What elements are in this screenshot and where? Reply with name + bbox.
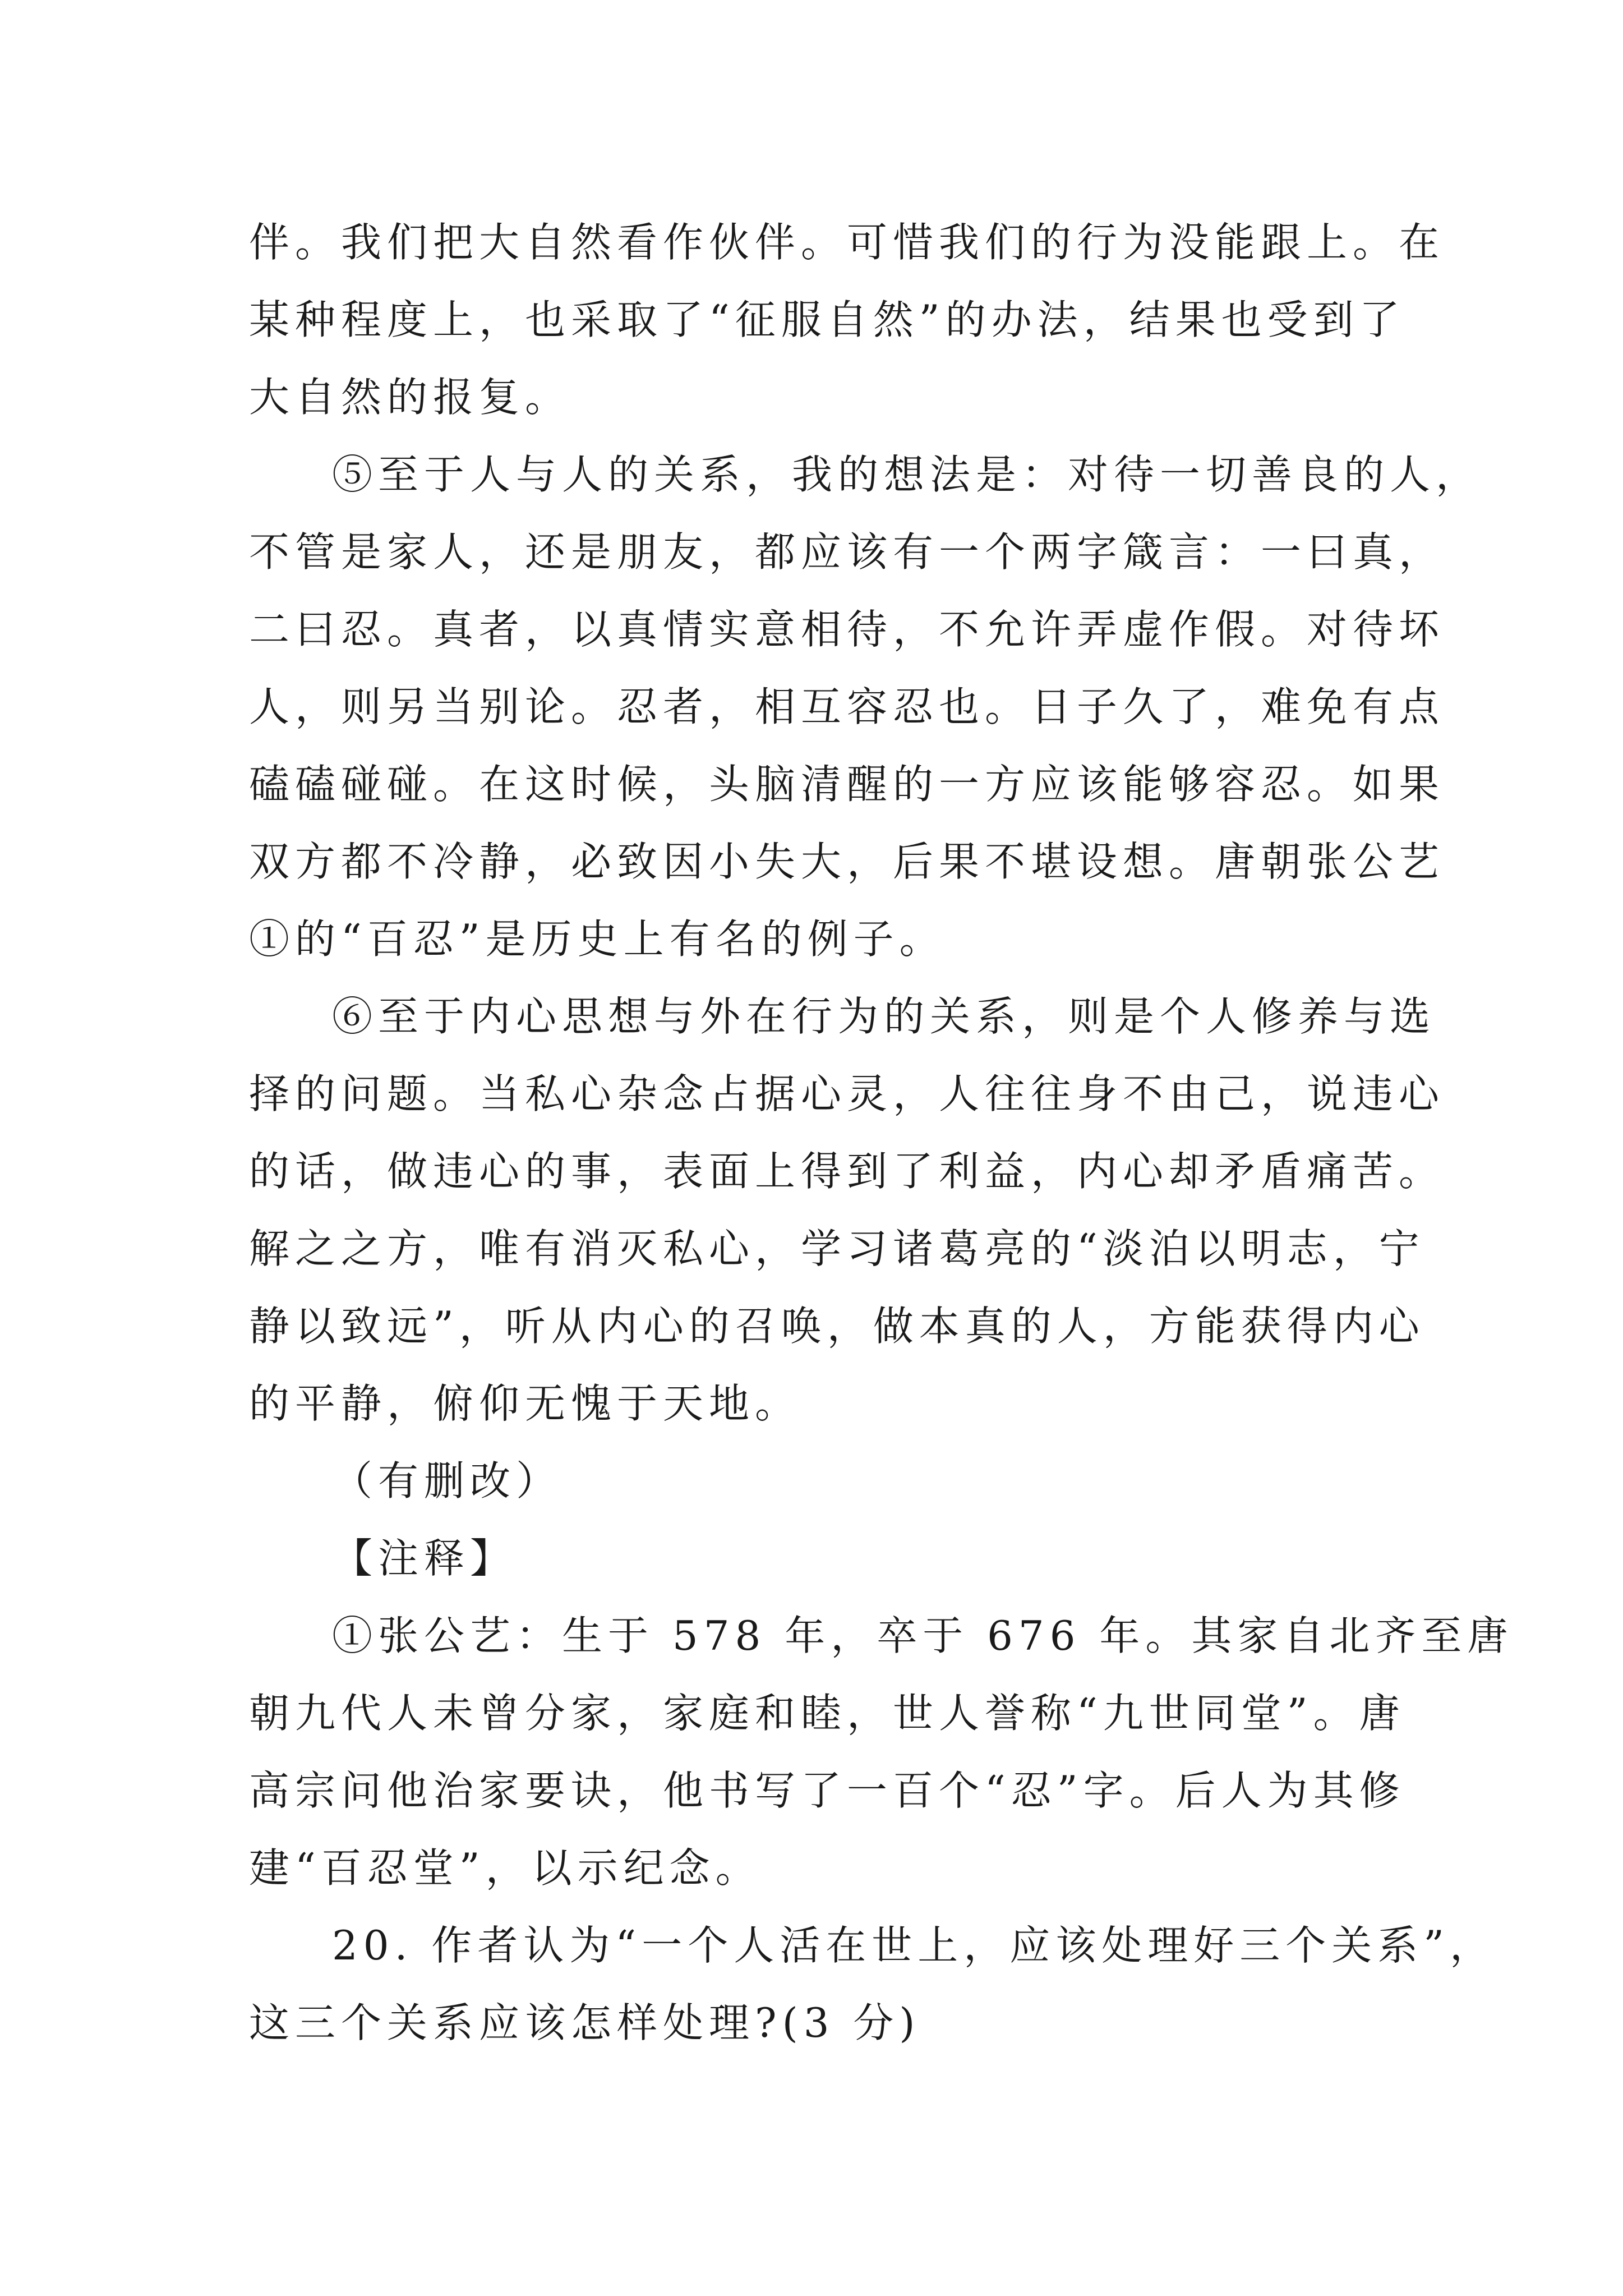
footnote-1-start: ①张公艺：生于 578 年，卒于 676 年。其家自北齐至唐 bbox=[332, 1612, 1514, 1659]
text-line: 的话，做违心的事，表面上得到了利益，内心却矛盾痛苦。 bbox=[249, 1148, 1445, 1195]
text-line: ①的“百忍”是历史上有名的例子。 bbox=[249, 915, 946, 963]
paragraph-5-start: ⑤至于人与人的关系，我的想法是：对待一切善良的人， bbox=[332, 451, 1482, 498]
text-line: 朝九代人未曾分家，家庭和睦，世人誉称“九世同堂”。唐 bbox=[249, 1690, 1405, 1737]
text-line: 大自然的报复。 bbox=[249, 374, 571, 421]
text-line: 人，则另当别论。忍者，相互容忍也。日子久了，难免有点 bbox=[249, 683, 1445, 730]
question-20: 20. 作者认为“一个人活在世上，应该处理好三个关系”， bbox=[332, 1922, 1496, 1969]
text-line: 不管是家人，还是朋友，都应该有一个两字箴言：一曰真， bbox=[249, 528, 1445, 576]
paragraph-6-start: ⑥至于内心思想与外在行为的关系，则是个人修养与选 bbox=[332, 993, 1436, 1040]
text-line: 建“百忍堂”，以示纪念。 bbox=[249, 1844, 762, 1892]
text-line: 伴。我们把大自然看作伙伴。可惜我们的行为没能跟上。在 bbox=[249, 219, 1445, 266]
text-line: 某种程度上，也采取了“征服自然”的办法，结果也受到了 bbox=[249, 296, 1405, 343]
text-line: 二曰忍。真者，以真情实意相待，不允许弄虚作假。对待坏 bbox=[249, 606, 1445, 653]
source-note: （有删改） bbox=[332, 1457, 562, 1504]
text-line: 静以致远”，听从内心的召唤，做本真的人，方能获得内心 bbox=[249, 1303, 1425, 1350]
text-line: 双方都不冷静，必致因小失大，后果不堪设想。唐朝张公艺 bbox=[249, 838, 1445, 885]
text-line: 择的问题。当私心杂念占据心灵，人往往身不由己，说违心 bbox=[249, 1070, 1445, 1117]
text-line: 这三个关系应该怎样处理?(3 分) bbox=[249, 1999, 921, 2046]
text-line: 磕磕碰碰。在这时候，头脑清醒的一方应该能够容忍。如果 bbox=[249, 761, 1445, 808]
annotation-heading: 【注释】 bbox=[332, 1535, 517, 1582]
text-line: 的平静，俯仰无愧于天地。 bbox=[249, 1380, 801, 1427]
text-line: 解之之方，唯有消灭私心，学习诸葛亮的“淡泊以明志，宁 bbox=[249, 1225, 1425, 1272]
text-line: 高宗问他治家要诀，他书写了一百个“忍”字。后人为其修 bbox=[249, 1767, 1405, 1814]
